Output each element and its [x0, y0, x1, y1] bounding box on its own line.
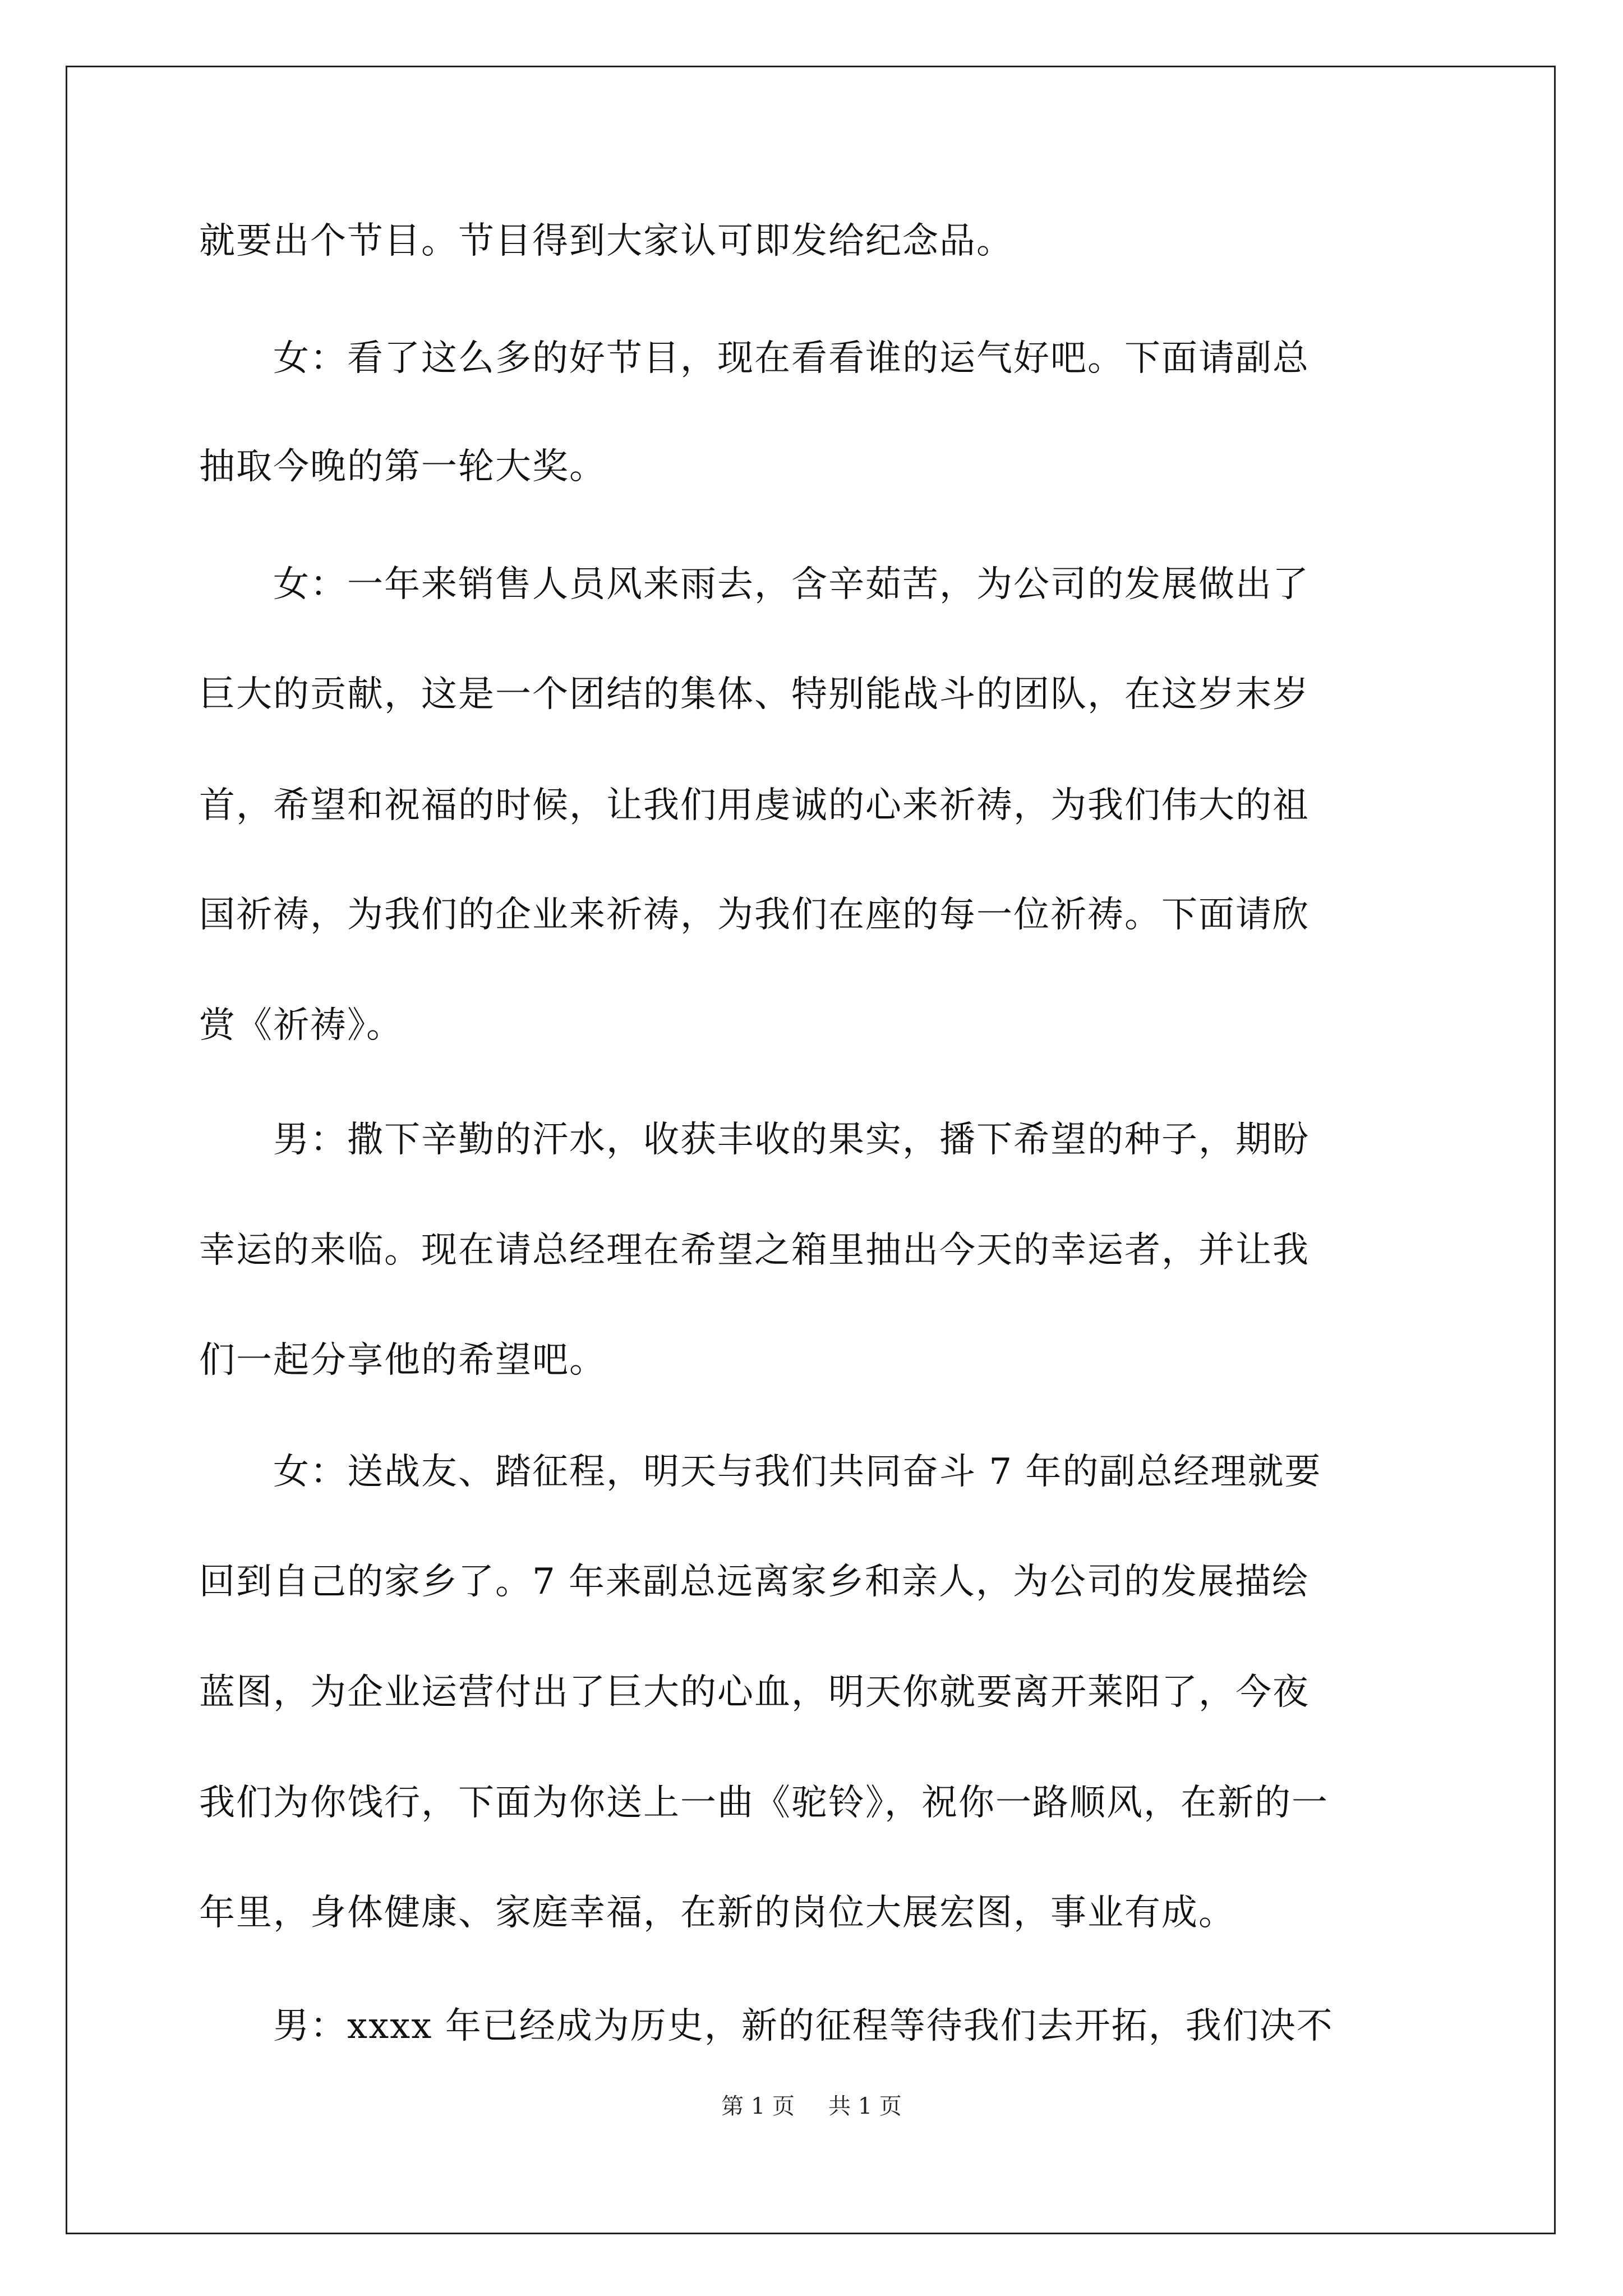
text-line: 抽取今晚的第一轮大奖。 — [199, 446, 606, 487]
text-line: 男：xxxx 年已经成为历史，新的征程等待我们去开拓，我们决不 — [199, 2005, 1334, 2047]
text-line: 女：一年来销售人员风来雨去，含辛茹苦，为公司的发展做出了 — [199, 564, 1310, 605]
page-total: 共 1 页 — [828, 2093, 902, 2119]
text-line: 首，希望和祝福的时候，让我们用虔诚的心来祈祷，为我们伟大的祖 — [199, 785, 1310, 826]
text-line: 赏《祈祷》。 — [199, 1005, 403, 1046]
text-line: 巨大的贡献，这是一个团结的集体、特别能战斗的团队，在这岁末岁 — [199, 674, 1310, 715]
text-line: 女：看了这么多的好节目，现在看看谁的运气好吧。下面请副总 — [199, 338, 1310, 379]
text-line: 国祈祷，为我们的企业来祈祷，为我们在座的每一位祈祷。下面请欣 — [199, 894, 1310, 936]
text-line: 回到自己的家乡了。7 年来副总远离家乡和亲人，为公司的发展描绘 — [199, 1561, 1310, 1603]
text-line: 就要出个节目。节目得到大家认可即发给纪念品。 — [199, 220, 1013, 262]
text-line: 蓝图，为企业运营付出了巨大的心血，明天你就要离开莱阳了，今夜 — [199, 1672, 1310, 1713]
text-line: 幸运的来临。现在请总经理在希望之箱里抽出今天的幸运者，并让我 — [199, 1230, 1310, 1271]
page-footer — [0, 2092, 1623, 2120]
page-number: 第 1 页 — [721, 2093, 795, 2119]
text-line: 们一起分享他的希望吧。 — [199, 1340, 606, 1381]
text-line: 女：送战友、踏征程，明天与我们共同奋斗 7 年的副总经理就要 — [199, 1451, 1322, 1493]
text-line: 我们为你饯行，下面为你送上一曲《驼铃》，祝你一路顺风，在新的一 — [199, 1782, 1329, 1824]
text-line: 男：撒下辛勤的汗水，收获丰收的果实，播下希望的种子，期盼 — [199, 1119, 1310, 1161]
text-line: 年里，身体健康、家庭幸福，在新的岗位大展宏图，事业有成。 — [199, 1892, 1235, 1934]
